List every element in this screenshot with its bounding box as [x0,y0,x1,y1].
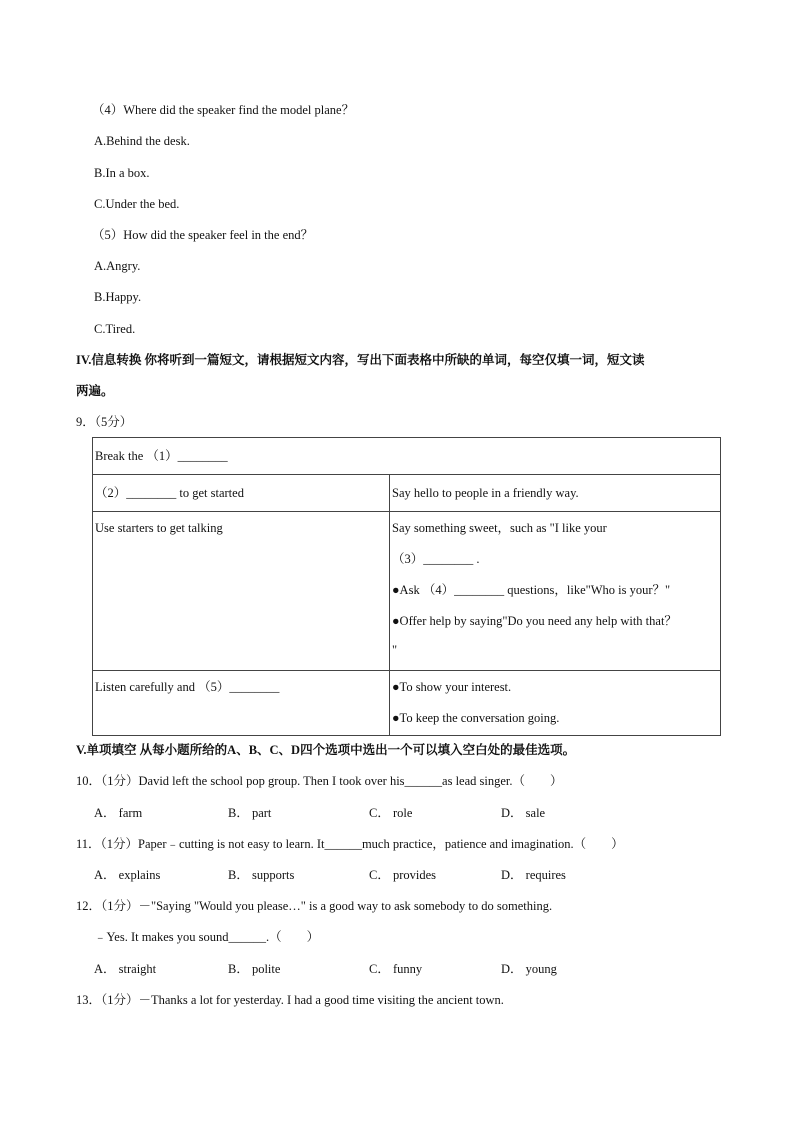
question-12-option-d: D． young [501,962,557,976]
table-row [93,438,721,475]
question-5-option-a: A.Angry. [94,259,141,273]
question-12-stem: 12．（1分）－"Saying "Would you please…" is a good way to ask somebody to do something. [76,899,553,913]
question-5-option-c: C.Tired. [94,322,136,336]
question-12-option-c: C． funny [369,962,423,976]
question-11-option-b: B． supports [228,868,295,882]
question-10-option-c: C． role [369,806,413,820]
table-cell-text: Say hello to people in a friendly way. [392,486,579,500]
question-12-option-a: A． straight [94,962,157,976]
table-cell [93,512,390,671]
table-cell [93,671,390,736]
question-11-option-c: C． provides [369,868,437,882]
table-cell [390,475,721,512]
question-12-stem-continued: ﹣Yes. It makes you sound______.（ ） [94,930,320,944]
question-9-label: 9．（5分） [76,415,133,429]
table-cell-text: Say something sweet，such as "I like your [392,520,607,535]
table-row [93,512,721,671]
section-5-heading: V.单项填空 从每小题所给的A、B、C、D四个选项中选出一个可以填入空白处的最佳选项。 [76,743,576,757]
table-cell-text: ●Ask （4）________ questions，like"Who is your？" [392,582,671,597]
table-cell [390,512,721,671]
question-11-option-d: D． requires [501,868,566,882]
table-row [93,671,721,736]
table-row [93,475,721,512]
table-cell-text: Listen carefully and （5）________ [95,679,280,694]
question-11-option-a: A． explains [94,868,161,882]
table-cell [93,438,721,475]
table-cell-text: （2）________ to get started [95,486,244,500]
info-transfer-table [92,437,721,736]
question-4-option-a: A.Behind the desk. [94,134,190,148]
table-cell-text: Break the （1）________ [95,449,228,463]
question-10-stem: 10．（1分）David left the school pop group. Then I took over his______as lead singer.（ ） [76,774,563,788]
table-cell-text: ●To show your interest. [392,679,512,694]
question-5-stem: （5）How did the speaker feel in the end？ [92,228,314,242]
table-cell [390,671,721,736]
question-11-stem: 11．（1分）Paper﹣cutting is not easy to learn. It______much practice，patience and imagination.（ ） [76,837,624,851]
question-4-option-b: B.In a box. [94,166,150,180]
section-4-heading-continued: 两遍。 [76,384,114,398]
question-4-option-c: C.Under the bed. [94,197,180,211]
question-12-option-b: B． polite [228,962,281,976]
table-cell-text: ●To keep the conversation going. [392,710,560,725]
question-13-stem: 13．（1分）－Thanks a lot for yesterday. I had a good time visiting the ancient town. [76,993,504,1007]
question-10-option-a: A． farm [94,806,143,820]
question-10-option-b: B． part [228,806,272,820]
question-5-option-b: B.Happy. [94,290,142,304]
table-cell-text: Use starters to get talking [95,520,223,535]
table-cell-text: （3）________ . [392,551,480,566]
table-cell [93,475,390,512]
question-4-stem: （4）Where did the speaker find the model plane？ [92,103,355,117]
table-cell-text: " [392,643,398,657]
table-cell-text: ●Offer help by saying"Do you need any help with that？ [392,613,677,628]
question-10-option-d: D． sale [501,806,546,820]
section-4-heading: IV.信息转换 你将听到一篇短文，请根据短文内容，写出下面表格中所缺的单词，每空仅填一词，短文读 [76,353,645,367]
